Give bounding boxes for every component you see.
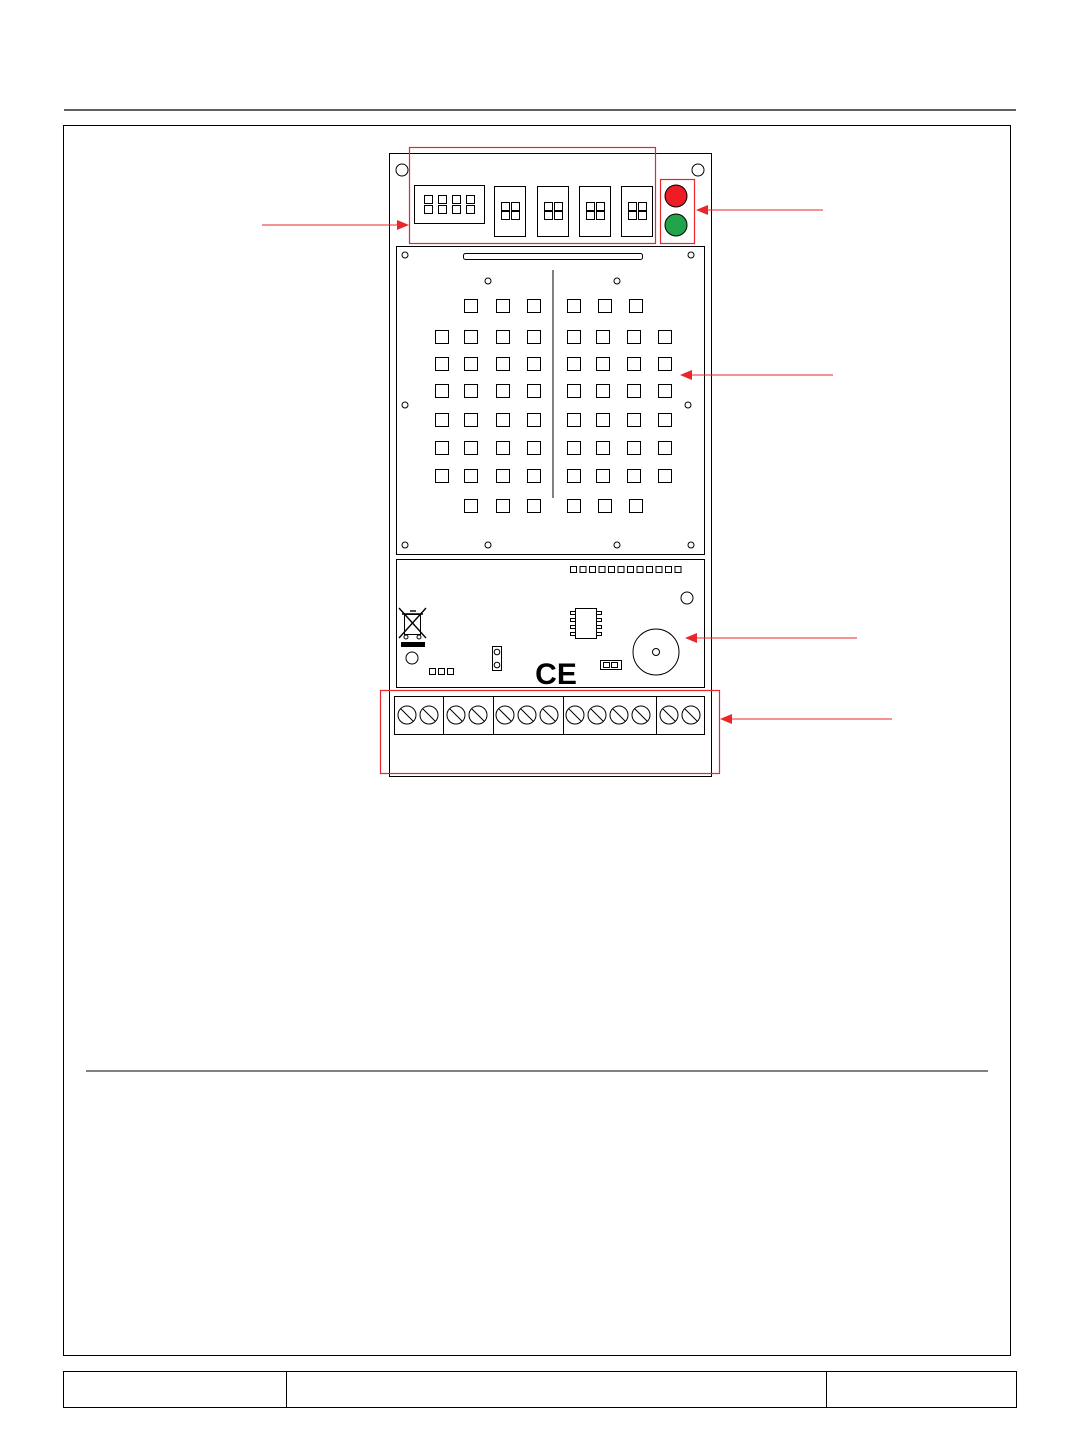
- ic-pin: [571, 612, 576, 615]
- keypad-key: [465, 385, 478, 398]
- ce-mark: CE: [535, 658, 577, 691]
- connector-2pin: [601, 661, 622, 670]
- jumper-cell: [555, 212, 563, 220]
- jumper-2pin: [493, 647, 502, 671]
- keypad-key: [436, 442, 449, 455]
- electronics-panel: [397, 560, 705, 692]
- arrow-to-leds: [696, 205, 823, 215]
- pin-header: [571, 567, 682, 573]
- jumper-cell: [639, 212, 647, 220]
- header-pin: [571, 567, 577, 573]
- terminal-screw: [588, 706, 606, 724]
- keypad-key: [659, 385, 672, 398]
- keypad-key: [436, 358, 449, 371]
- arrow-to-buzzer: [685, 633, 857, 643]
- screw-slot: [401, 709, 413, 721]
- ic-pin: [571, 619, 576, 622]
- jumper-cell: [629, 212, 637, 220]
- keypad-key: [528, 442, 541, 455]
- smd-pad: [439, 669, 445, 675]
- keypad-key: [465, 331, 478, 344]
- dip-switch-cell: [467, 206, 475, 214]
- jumper-cell: [597, 212, 605, 220]
- terminal-screw: [469, 706, 487, 724]
- screw-hole-left: [406, 652, 418, 664]
- keypad-hole: [402, 542, 408, 548]
- screw-slot: [663, 709, 675, 721]
- keypad-hole: [688, 542, 694, 548]
- jumper-cell: [502, 212, 510, 220]
- keypad-key: [568, 500, 581, 513]
- jumper-cell: [512, 203, 520, 211]
- dip-switch-cell: [467, 196, 475, 204]
- dip-switch-cell: [453, 196, 461, 204]
- jumper-cell: [555, 203, 563, 211]
- jumper-cell: [639, 203, 647, 211]
- header-pin: [580, 567, 586, 573]
- terminal-block: [395, 697, 705, 735]
- keypad-key: [568, 358, 581, 371]
- keypad-key: [528, 331, 541, 344]
- highlight-terminals: [381, 691, 720, 774]
- keypad-key: [659, 442, 672, 455]
- dip-switch-cell: [439, 196, 447, 204]
- mount-hole-top-right: [692, 164, 704, 176]
- terminal-screw: [566, 706, 584, 724]
- keypad-key: [436, 331, 449, 344]
- screw-slot: [635, 709, 647, 721]
- keypad-key: [465, 470, 478, 483]
- header-pin: [647, 567, 653, 573]
- screw-hole-right: [681, 592, 693, 604]
- screw-slot: [569, 709, 581, 721]
- terminal-screw: [682, 706, 700, 724]
- terminal-screw: [660, 706, 678, 724]
- jumper-cell: [545, 203, 553, 211]
- ic-chip: [571, 609, 602, 639]
- arrow-to-terminals: [720, 714, 892, 724]
- dip-switch-cell: [453, 206, 461, 214]
- terminal-screw: [610, 706, 628, 724]
- jumper-cell: [545, 212, 553, 220]
- terminal-screw: [420, 706, 438, 724]
- jumper-cell: [587, 203, 595, 211]
- keypad-key: [465, 358, 478, 371]
- keypad-key: [568, 331, 581, 344]
- keypad-key: [436, 470, 449, 483]
- ic-pin: [597, 612, 602, 615]
- ic-pin: [597, 619, 602, 622]
- keypad-key: [528, 300, 541, 313]
- keypad-key: [597, 442, 610, 455]
- keypad-key: [597, 358, 610, 371]
- keypad-key: [568, 442, 581, 455]
- terminal-screw: [496, 706, 514, 724]
- keypad-key: [497, 442, 510, 455]
- smd-pad: [448, 669, 454, 675]
- screw-slot: [613, 709, 625, 721]
- keypad-key: [628, 414, 641, 427]
- dip-switch-cell: [439, 206, 447, 214]
- keypad-key: [628, 358, 641, 371]
- screw-slot: [521, 709, 533, 721]
- pointer-arrows: [262, 205, 892, 724]
- terminal-screw: [518, 706, 536, 724]
- keypad-key: [497, 300, 510, 313]
- keypad-key: [597, 470, 610, 483]
- keypad-key: [465, 300, 478, 313]
- weee-bin-icon: [399, 608, 426, 647]
- keypad-key: [599, 500, 612, 513]
- keypad-key: [528, 470, 541, 483]
- keypad-hole: [685, 402, 691, 408]
- keypad-key: [568, 385, 581, 398]
- header-pin: [609, 567, 615, 573]
- led-red: [665, 185, 687, 207]
- keypad-key: [659, 358, 672, 371]
- keypad-key: [465, 414, 478, 427]
- keypad-hole: [614, 542, 620, 548]
- keypad-key: [528, 385, 541, 398]
- header-pin: [599, 567, 605, 573]
- keypad-key: [568, 300, 581, 313]
- terminal-screw: [632, 706, 650, 724]
- arrow-to-keypad: [680, 370, 833, 380]
- screw-slot: [472, 709, 484, 721]
- jumper-cell: [502, 203, 510, 211]
- keypad-hole: [485, 542, 491, 548]
- arrow-to-switches: [262, 220, 409, 230]
- keypad-key: [630, 300, 643, 313]
- smd-pads: [430, 669, 454, 675]
- display-slot: [464, 254, 643, 260]
- screw-slot: [499, 709, 511, 721]
- dip-switch: [415, 186, 485, 224]
- header-pin: [590, 567, 596, 573]
- header-pin: [628, 567, 634, 573]
- screw-slot: [543, 709, 555, 721]
- header-pin: [637, 567, 643, 573]
- keypad-key: [528, 358, 541, 371]
- keypad-key: [497, 414, 510, 427]
- keypad-key: [659, 331, 672, 344]
- keypad-key: [497, 500, 510, 513]
- keypad-key: [628, 442, 641, 455]
- keypad-key: [628, 470, 641, 483]
- keypad-key: [497, 385, 510, 398]
- keypad-key: [497, 470, 510, 483]
- keypad-key: [528, 414, 541, 427]
- keypad-panel: [397, 247, 705, 555]
- keypad-key: [597, 385, 610, 398]
- keypad-key: [659, 470, 672, 483]
- led-green: [665, 214, 687, 236]
- keypad-key: [465, 500, 478, 513]
- header-pin: [675, 567, 681, 573]
- keypad-key: [597, 331, 610, 344]
- smd-pad: [430, 669, 436, 675]
- keypad-key: [628, 331, 641, 344]
- screw-slot: [450, 709, 462, 721]
- screw-slot: [591, 709, 603, 721]
- keypad-key: [568, 414, 581, 427]
- keypad-hole: [402, 252, 408, 258]
- terminal-screw: [540, 706, 558, 724]
- jumper-cell: [597, 203, 605, 211]
- keypad-key: [568, 470, 581, 483]
- keypad-key: [659, 414, 672, 427]
- keypad-key: [630, 500, 643, 513]
- keypad-hole: [688, 252, 694, 258]
- content-frame: [64, 126, 1011, 1356]
- ic-pin: [597, 633, 602, 636]
- footer-table: [64, 1371, 1017, 1408]
- dip-switch-cell: [425, 206, 433, 214]
- terminal-screw: [447, 706, 465, 724]
- keypad-key: [465, 442, 478, 455]
- keypad-hole: [485, 278, 491, 284]
- keypad-key: [436, 385, 449, 398]
- keypad-hole: [614, 278, 620, 284]
- screw-slot: [685, 709, 697, 721]
- screw-slot: [423, 709, 435, 721]
- header-pin: [666, 567, 672, 573]
- jumper-cell: [629, 203, 637, 211]
- ic-pin: [571, 626, 576, 629]
- jumper-blocks: [495, 187, 653, 237]
- jumper-cell: [587, 212, 595, 220]
- ic-pin: [571, 633, 576, 636]
- keypad-key: [528, 500, 541, 513]
- terminal-screw: [398, 706, 416, 724]
- keypad-key: [597, 414, 610, 427]
- header-pin: [618, 567, 624, 573]
- buzzer: [633, 629, 679, 675]
- keypad-key: [628, 385, 641, 398]
- ic-pin: [597, 626, 602, 629]
- keypad-key: [599, 300, 612, 313]
- keypad-key: [436, 414, 449, 427]
- mount-hole-top-left: [396, 164, 408, 176]
- dip-switch-cell: [425, 196, 433, 204]
- header-pin: [656, 567, 662, 573]
- jumper-cell: [512, 212, 520, 220]
- keypad-key: [497, 358, 510, 371]
- keypad-hole: [402, 402, 408, 408]
- keypad-key: [497, 331, 510, 344]
